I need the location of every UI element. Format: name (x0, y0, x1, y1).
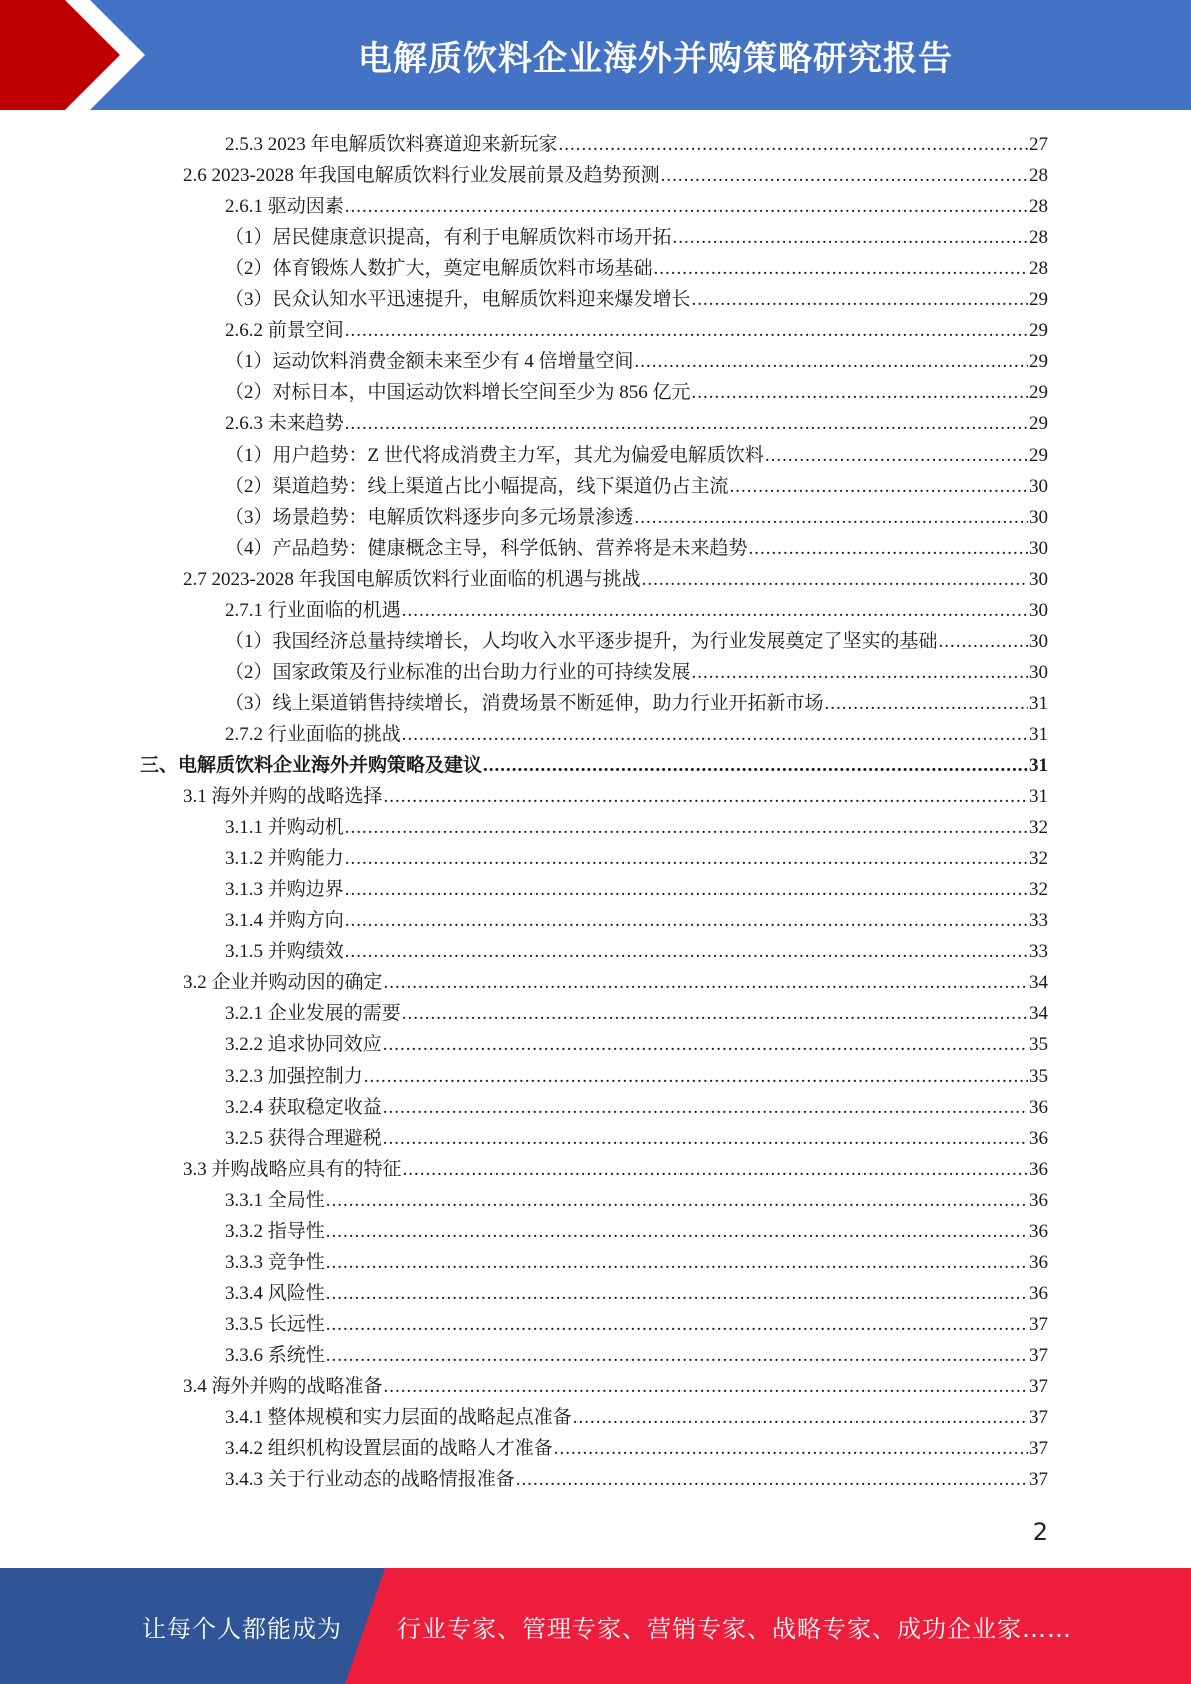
toc-entry-page: 30 (1029, 630, 1048, 652)
chevron-arrow-icon (0, 0, 170, 110)
toc-entry-page: 33 (1029, 910, 1048, 932)
toc-entry-label: 3.1.1 并购动机 (225, 817, 344, 839)
toc-entry-label: （3）线上渠道销售持续增长，消费场景不断延伸，助力行业开拓新市场 (225, 692, 824, 714)
toc-entry-page: 28 (1029, 227, 1048, 249)
toc-leader-dots (345, 194, 1028, 220)
toc-entry-page: 33 (1029, 941, 1048, 963)
toc-entry-label: 3.3.6 系统性 (225, 1344, 325, 1366)
toc-leader-dots (402, 598, 1028, 624)
toc-entry[interactable] (225, 500, 1048, 531)
toc-leader-dots (516, 1467, 1028, 1493)
toc-entry[interactable] (225, 375, 1048, 406)
toc-leader-dots (825, 691, 1028, 717)
toc-entry[interactable] (225, 1059, 1048, 1090)
toc-entry[interactable] (225, 655, 1048, 686)
toc-leader-dots (384, 784, 1028, 810)
toc-leader-dots (573, 1405, 1028, 1431)
toc-leader-dots (383, 1095, 1028, 1121)
toc-entry-label: （4）产品趋势：健康概念主导，科学低钠、营养将是未来趋势 (225, 537, 748, 559)
toc-leader-dots (749, 536, 1028, 562)
toc-entry[interactable] (225, 251, 1048, 282)
toc-entry-label: 3.1.5 并购绩效 (225, 941, 344, 963)
toc-leader-dots (326, 1219, 1028, 1245)
toc-leader-dots (326, 1188, 1028, 1214)
toc-entry-label: （2）渠道趋势：线上渠道占比小幅提高，线下渠道仍占主流 (225, 475, 729, 497)
toc-entry-page: 37 (1029, 1344, 1048, 1366)
toc-entry-page: 36 (1029, 1282, 1048, 1304)
toc-entry-label: 3.3.3 竞争性 (225, 1251, 325, 1273)
toc-entry-page: 29 (1029, 382, 1048, 404)
toc-entry-label: 3.2 企业并购动因的确定 (183, 972, 383, 994)
toc-entry-label: 3.3.4 风险性 (225, 1282, 325, 1304)
toc-entry[interactable] (225, 344, 1048, 375)
toc-entry-label: 3.3 并购战略应具有的特征 (183, 1158, 402, 1180)
toc-leader-dots (326, 1281, 1028, 1307)
toc-entry-page: 30 (1029, 537, 1048, 559)
toc-entry-label: 2.7.1 行业面临的机遇 (225, 599, 401, 621)
toc-entry[interactable] (225, 1431, 1048, 1462)
toc-entry-page: 30 (1029, 599, 1048, 621)
toc-entry[interactable] (225, 406, 1048, 437)
toc-entry-label: （3）民众认知水平迅速提升，电解质饮料迎来爆发增长 (225, 289, 691, 311)
toc-entry-page: 32 (1029, 817, 1048, 839)
toc-leader-dots (559, 132, 1028, 158)
toc-leader-dots (765, 443, 1028, 469)
toc-entry-page: 35 (1029, 1034, 1048, 1056)
toc-entry[interactable] (183, 158, 1048, 189)
toc-entry-label: 3.2.1 企业发展的需要 (225, 1003, 401, 1025)
toc-entry[interactable] (225, 1462, 1048, 1493)
toc-leader-dots (730, 474, 1028, 500)
toc-entry-page: 29 (1029, 444, 1048, 466)
toc-entry[interactable] (225, 1307, 1048, 1338)
toc-leader-dots (673, 225, 1028, 251)
toc-entry[interactable] (225, 872, 1048, 903)
toc-entry[interactable] (225, 189, 1048, 220)
toc-entry[interactable] (225, 624, 1048, 655)
toc-leader-dots (483, 753, 1028, 779)
toc-leader-dots (383, 1032, 1028, 1058)
toc-entry-label: 2.6.2 前景空间 (225, 320, 344, 342)
toc-entry-label: 3.1.4 并购方向 (225, 910, 344, 932)
toc-entry[interactable] (225, 934, 1048, 965)
toc-entry-label: （1）居民健康意识提高，有利于电解质饮料市场开拓 (225, 227, 672, 249)
toc-entry-label: （1）我国经济总量持续增长，人均收入水平逐步提升，为行业发展奠定了坚实的基础 (225, 630, 938, 652)
toc-entry-label: 3.1 海外并购的战略选择 (183, 786, 383, 808)
page-number: 2 (1032, 1518, 1048, 1546)
toc-leader-dots (402, 722, 1028, 748)
toc-entry-page: 36 (1029, 1220, 1048, 1242)
toc-entry-page: 32 (1029, 848, 1048, 870)
toc-entry[interactable] (225, 810, 1048, 841)
toc-entry-label: 2.6 2023-2028 年我国电解质饮料行业发展前景及趋势预测 (183, 165, 660, 187)
toc-leader-dots (383, 1126, 1028, 1152)
toc-entry[interactable] (140, 748, 1048, 779)
toc-entry[interactable] (183, 965, 1048, 996)
toc-entry-label: 3.1.2 并购能力 (225, 848, 344, 870)
toc-leader-dots (326, 1312, 1028, 1338)
toc-entry-page: 27 (1029, 134, 1048, 155)
toc-entry-page: 30 (1029, 568, 1048, 590)
report-title: 电解质饮料企业海外并购策略研究报告 (358, 38, 953, 79)
toc-entry-label: 3.2.2 追求协同效应 (225, 1034, 382, 1056)
toc-leader-dots (692, 287, 1028, 313)
toc-leader-dots (642, 567, 1028, 593)
toc-entry-label: 2.6.1 驱动因素 (225, 196, 344, 218)
footer-banner (0, 1568, 1191, 1684)
toc-entry[interactable] (225, 841, 1048, 872)
toc-entry-page: 29 (1029, 351, 1048, 373)
toc-entry-page: 28 (1029, 165, 1048, 187)
toc-entry-label: 3.4.3 关于行业动态的战略情报准备 (225, 1469, 515, 1491)
toc-leader-dots (661, 163, 1028, 189)
toc-entry-page: 37 (1029, 1376, 1048, 1397)
toc-entry[interactable] (225, 1338, 1048, 1369)
toc-entry-page: 37 (1029, 1469, 1048, 1491)
toc-entry-label: （2）体育锻炼人数扩大，奠定电解质饮料市场基础 (225, 258, 653, 280)
toc-entry[interactable] (183, 1369, 1048, 1400)
toc-entry-page: 28 (1029, 258, 1048, 280)
toc-entry-page: 29 (1029, 320, 1048, 342)
toc-entry[interactable] (225, 593, 1048, 624)
toc-entry[interactable] (225, 531, 1048, 562)
header-banner (0, 0, 1191, 110)
toc-entry[interactable] (183, 779, 1048, 810)
toc-entry[interactable] (225, 127, 1048, 158)
toc-leader-dots (402, 1001, 1028, 1027)
toc-leader-dots (345, 815, 1028, 841)
toc-entry-label: 3.3.5 长远性 (225, 1313, 325, 1335)
toc-entry-page: 34 (1029, 972, 1048, 994)
toc-entry[interactable] (225, 686, 1048, 717)
toc-entry-label: 3.2.3 加强控制力 (225, 1065, 363, 1087)
toc-leader-dots (384, 1374, 1028, 1400)
toc-entry-label: 3.3.2 指导性 (225, 1220, 325, 1242)
toc-entry-page: 30 (1029, 506, 1048, 528)
toc-leader-dots (635, 349, 1028, 375)
toc-entry-label: 2.7 2023-2028 年我国电解质饮料行业面临的机遇与挑战 (183, 568, 641, 590)
toc-entry-page: 34 (1029, 1003, 1048, 1025)
toc-entry-page: 30 (1029, 475, 1048, 497)
toc-leader-dots (345, 908, 1028, 934)
toc-entry[interactable] (225, 1183, 1048, 1214)
toc-entry[interactable] (225, 717, 1048, 748)
toc-leader-dots (654, 256, 1028, 282)
footer-slogan-left: 让每个人都能成为 (142, 1614, 342, 1643)
toc-entry[interactable] (225, 1245, 1048, 1276)
toc-entry[interactable] (225, 282, 1048, 313)
toc-entry-page: 29 (1029, 413, 1048, 435)
toc-entry-page: 30 (1029, 661, 1048, 683)
toc-entry-page: 32 (1029, 879, 1048, 901)
toc-leader-dots (554, 1436, 1028, 1462)
toc-entry-page: 36 (1029, 1096, 1048, 1118)
toc-entry[interactable] (225, 1121, 1048, 1152)
toc-entry-label: （2）对标日本，中国运动饮料增长空间至少为 856 亿元 (225, 382, 691, 404)
toc-entry[interactable] (225, 1214, 1048, 1245)
toc-entry[interactable] (225, 1276, 1048, 1307)
toc-entry-page: 37 (1029, 1313, 1048, 1335)
toc-leader-dots (364, 1064, 1028, 1090)
toc-leader-dots (345, 318, 1028, 344)
toc-leader-dots (345, 411, 1028, 437)
footer-slogan-right: 行业专家、管理专家、营销专家、战略专家、成功企业家…… (397, 1614, 1072, 1643)
toc-entry[interactable] (225, 438, 1048, 469)
toc-entry-label: （2）国家政策及行业标准的出台助力行业的可持续发展 (225, 661, 691, 683)
toc-leader-dots (635, 505, 1028, 531)
toc-leader-dots (345, 877, 1028, 903)
toc-entry-page: 31 (1029, 692, 1048, 714)
toc-leader-dots (345, 939, 1028, 965)
toc-entry-page: 29 (1029, 289, 1048, 311)
toc-entry-page: 36 (1029, 1189, 1048, 1211)
toc-entry-page: 31 (1029, 723, 1048, 745)
toc-entry[interactable] (183, 1152, 1048, 1183)
toc-entry-label: 2.6.3 未来趋势 (225, 413, 344, 435)
toc-leader-dots (939, 629, 1028, 655)
toc-entry[interactable] (225, 220, 1048, 251)
toc-entry[interactable] (225, 469, 1048, 500)
toc-entry-label: 2.7.2 行业面临的挑战 (225, 723, 401, 745)
toc-entry[interactable] (225, 1090, 1048, 1121)
toc-entry[interactable] (225, 903, 1048, 934)
toc-entry-label: 3.2.4 获取稳定收益 (225, 1096, 382, 1118)
toc-entry-page: 37 (1029, 1438, 1048, 1460)
toc-entry-label: （1）用户趋势：Z 世代将成消费主力军，其尤为偏爱电解质饮料 (225, 444, 764, 466)
toc-entry-label: 3.4.2 组织机构设置层面的战略人才准备 (225, 1438, 553, 1460)
toc-leader-dots (692, 380, 1028, 406)
toc-leader-dots (326, 1343, 1028, 1369)
toc-entry-page: 31 (1029, 755, 1048, 776)
toc-entry-label: 3.2.5 获得合理避税 (225, 1127, 382, 1149)
toc-entry-page: 37 (1029, 1407, 1048, 1429)
toc-entry-page: 36 (1029, 1251, 1048, 1273)
toc-entry[interactable] (183, 562, 1048, 593)
toc-entry-label: 2.5.3 2023 年电解质饮料赛道迎来新玩家 (225, 134, 558, 155)
toc-entry-label: 3.1.3 并购边界 (225, 879, 344, 901)
toc-entry-label: （3）场景趋势：电解质饮料逐步向多元场景渗透 (225, 506, 634, 528)
toc-entry-label: 3.4.1 整体规模和实力层面的战略起点准备 (225, 1407, 572, 1429)
toc-entry-page: 36 (1029, 1158, 1048, 1180)
toc-entry[interactable] (225, 1027, 1048, 1058)
toc-entry-label: 三、电解质饮料企业海外并购策略及建议 (140, 755, 483, 776)
toc-entry-page: 36 (1029, 1127, 1048, 1149)
toc-entry[interactable] (225, 1400, 1048, 1431)
toc-leader-dots (384, 970, 1028, 996)
toc-entry-label: 3.4 海外并购的战略准备 (183, 1376, 383, 1397)
toc-entry[interactable] (225, 996, 1048, 1027)
toc-entry-page: 31 (1029, 786, 1048, 808)
toc-entry-page: 28 (1029, 196, 1048, 218)
toc-entry-label: （1）运动饮料消费金额未来至少有 4 倍增量空间 (225, 351, 634, 373)
toc-entry[interactable] (225, 313, 1048, 344)
toc-leader-dots (345, 846, 1028, 872)
toc-entry-label: 3.3.1 全局性 (225, 1189, 325, 1211)
toc-entry-page: 35 (1029, 1065, 1048, 1087)
toc-leader-dots (326, 1250, 1028, 1276)
toc-leader-dots (692, 660, 1028, 686)
toc-leader-dots (403, 1157, 1028, 1183)
